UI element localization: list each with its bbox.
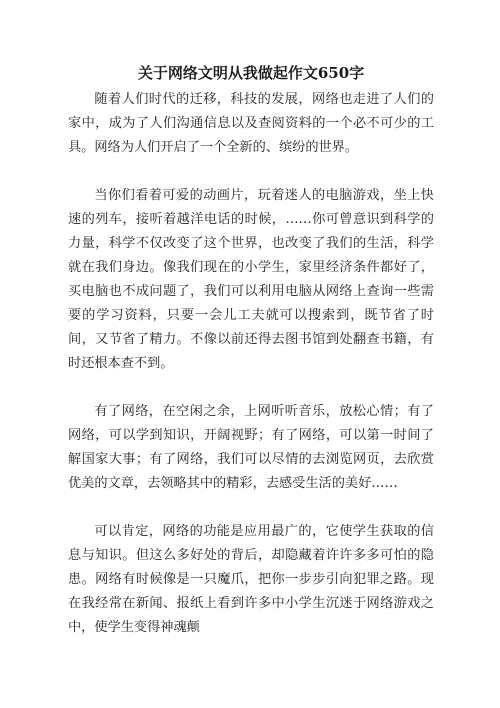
paragraph-spacer (68, 160, 434, 184)
paragraph-2: 当你们看着可爱的动画片，玩着迷人的电脑游戏，坐上快速的列车，接听着越洋电话的时候，……你可曾意识到科学的力量，科学不仅改变了这个世界，也改变了我们的生活，科学就在我们身边。像我们现在的小学生，家里经济条件都好了，买电脑也不成问题了，我们可以利用电脑从网络上查询一些需要的学习资料，只要一会儿工夫就可以搜索到，既节省了时间，又节省了精力。不像以前还得去图书馆到处翻查书籍，有时还根本查不到。 (68, 188, 434, 371)
paragraph-spacer (68, 496, 434, 520)
paragraph-3: 有了网络，在空闲之余，上网听听音乐，放松心情；有了网络，可以学到知识，开阔视野；有了网络，可以第一时间了解国家大事；有了网络，我们可以尽情的去浏览网页，去欣赏优美的文章，去领略其中的精彩，去感受生活的美好…… (68, 404, 434, 491)
paragraph-4: 可以肯定，网络的功能是应用最广的，它使学生获取的信息与知识。但这么多好处的背后，却隐藏着许许多多可怕的隐患。网络有时候像是一只魔爪，把你一步步引向犯罪之路。现在我经常在新闻、报纸上看到许多中小学生沉迷于网络游戏之中，使学生变得神魂颠 (68, 524, 434, 635)
paragraph-1: 随着人们时代的迁移，科技的发展，网络也走进了人们的家中，成为了人们沟通信息以及查阅资料的一个必不可少的工具。网络为人们开启了一个全新的、缤纷的世界。 (68, 92, 434, 155)
document-title: 关于网络文明从我做起作文650字 (137, 64, 365, 82)
paragraph-spacer (68, 376, 434, 400)
